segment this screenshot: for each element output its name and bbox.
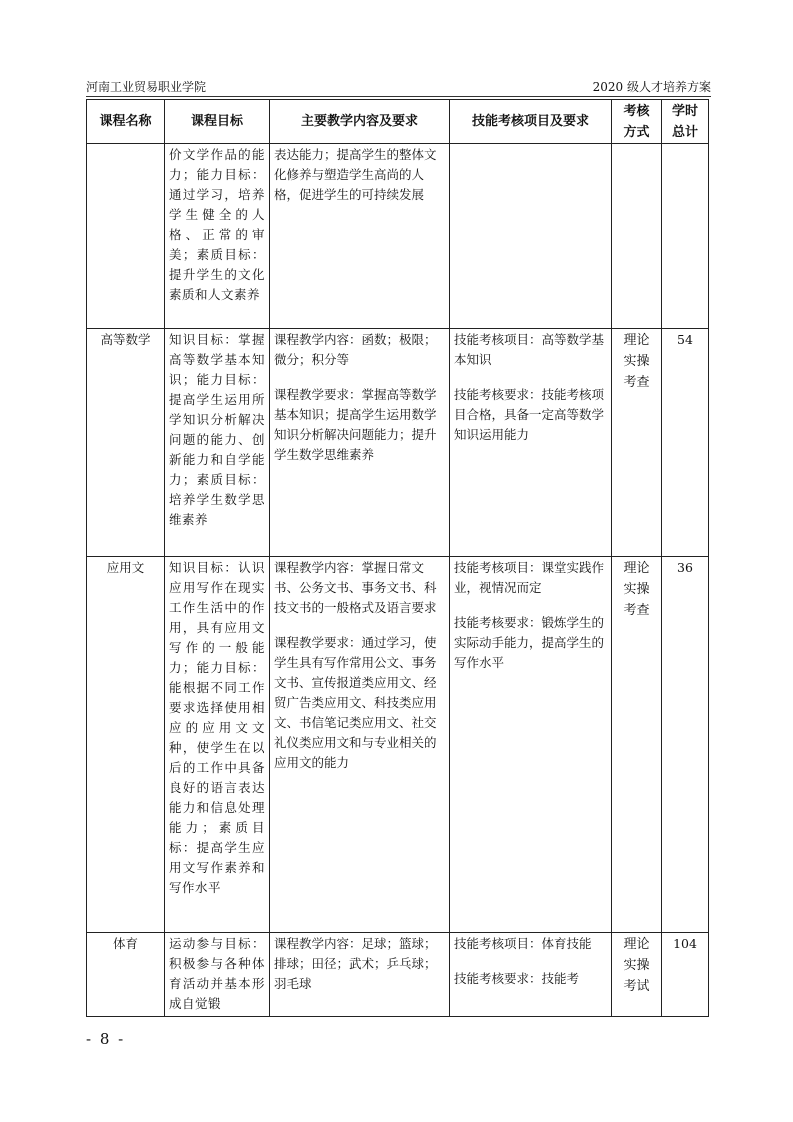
course-name-cell: 高等数学 [87, 329, 165, 557]
course-goal-cell: 价文学作品的能力；能力目标：通过学习，培养学生健全的人格、正常的审美；素质目标：提升学生的文化素质和人文素养 [165, 144, 270, 329]
skill-item-paragraph: 技能考核项目：高等数学基本知识 [454, 332, 605, 367]
content-paragraph: 表达能力；提高学生的整体文化修养与塑造学生高尚的人格，促进学生的可持续发展 [274, 147, 437, 202]
hours-cell: 104 [662, 933, 709, 1017]
page-number: - 8 - [86, 1030, 126, 1048]
exam-method-cell [612, 144, 662, 329]
skill-item-paragraph: 技能考核项目：体育技能 [454, 936, 592, 951]
course-table [86, 99, 709, 1017]
course-content-cell [270, 144, 450, 329]
document-title: 2020 级人才培养方案 [592, 80, 711, 94]
content-paragraph: 课程教学内容：函数；极限；微分；积分等 [274, 332, 437, 367]
hours-cell [662, 144, 709, 329]
course-goal-cell: 运动参与目标：积极参与各种体育活动并基本形成自觉锻 [165, 933, 270, 1017]
skill-cell [450, 557, 612, 933]
column-header-name: 课程名称 [87, 100, 165, 144]
column-header-exam: 考核方式 [612, 100, 662, 144]
column-header-content: 主要教学内容及要求 [270, 100, 450, 144]
column-header-skill: 技能考核项目及要求 [450, 100, 612, 144]
skill-requirement-paragraph: 技能考核要求：技能考 [454, 971, 580, 986]
content-paragraph: 课程教学内容：足球；篮球；排球；田径；武术；乒乓球；羽毛球 [274, 936, 437, 991]
skill-cell [450, 933, 612, 1017]
page-header [86, 76, 711, 97]
course-name-cell: 应用文 [87, 557, 165, 933]
table-row [87, 144, 709, 329]
skill-requirement-paragraph: 技能考核要求：锻炼学生的实际动手能力，提高学生的写作水平 [454, 615, 605, 670]
exam-method-cell: 理论实操考查 [612, 329, 662, 557]
institution-name: 河南工业贸易职业学院 [86, 80, 207, 94]
requirement-paragraph: 课程教学要求：通过学习，使学生具有写作常用公文、事务文书、宣传报道类应用文、经贸广告类应用文、科技类应用文、书信笔记类应用文、社交礼仪类应用文和与专业相关的应用文的能力 [274, 635, 437, 770]
column-header-hours: 学时总计 [662, 100, 709, 144]
content-paragraph: 课程教学内容：掌握日常文书、公务文书、事务文书、科技文书的一般格式及语言要求 [274, 560, 437, 615]
skill-requirement-paragraph: 技能考核要求：技能考核项目合格，具备一定高等数学知识运用能力 [454, 387, 605, 442]
course-content-cell [270, 933, 450, 1017]
course-content-cell [270, 329, 450, 557]
hours-cell: 54 [662, 329, 709, 557]
exam-method-cell: 理论实操考查 [612, 557, 662, 933]
course-content-cell [270, 557, 450, 933]
skill-cell [450, 329, 612, 557]
course-goal-cell: 知识目标：掌握高等数学基本知识；能力目标：提高学生运用所学知识分析解决问题的能力、创新能力和自学能力；素质目标：培养学生数学思维素养 [165, 329, 270, 557]
course-goal-cell: 知识目标：认识应用写作在现实工作生活中的作用，具有应用文写作的一般能力；能力目标：能根据不同工作要求选择使用相应的应用文文种，使学生在以后的工作中具备良好的语言表达能力和信息处理能力；素质目标：提高学生应用文写作素养和写作水平 [165, 557, 270, 933]
requirement-paragraph: 课程教学要求：掌握高等数学基本知识；提高学生运用数学知识分析解决问题能力；提升学生数学思维素养 [274, 387, 437, 462]
skill-cell [450, 144, 612, 329]
skill-item-paragraph: 技能考核项目：课堂实践作业，视情况而定 [454, 560, 605, 595]
course-name-cell [87, 144, 165, 329]
table-row [87, 329, 709, 557]
hours-cell: 36 [662, 557, 709, 933]
table-row [87, 933, 709, 1017]
column-header-goal: 课程目标 [165, 100, 270, 144]
exam-method-cell: 理论实操考试 [612, 933, 662, 1017]
course-name-cell: 体育 [87, 933, 165, 1017]
table-row [87, 557, 709, 933]
table-header-row [87, 100, 709, 144]
